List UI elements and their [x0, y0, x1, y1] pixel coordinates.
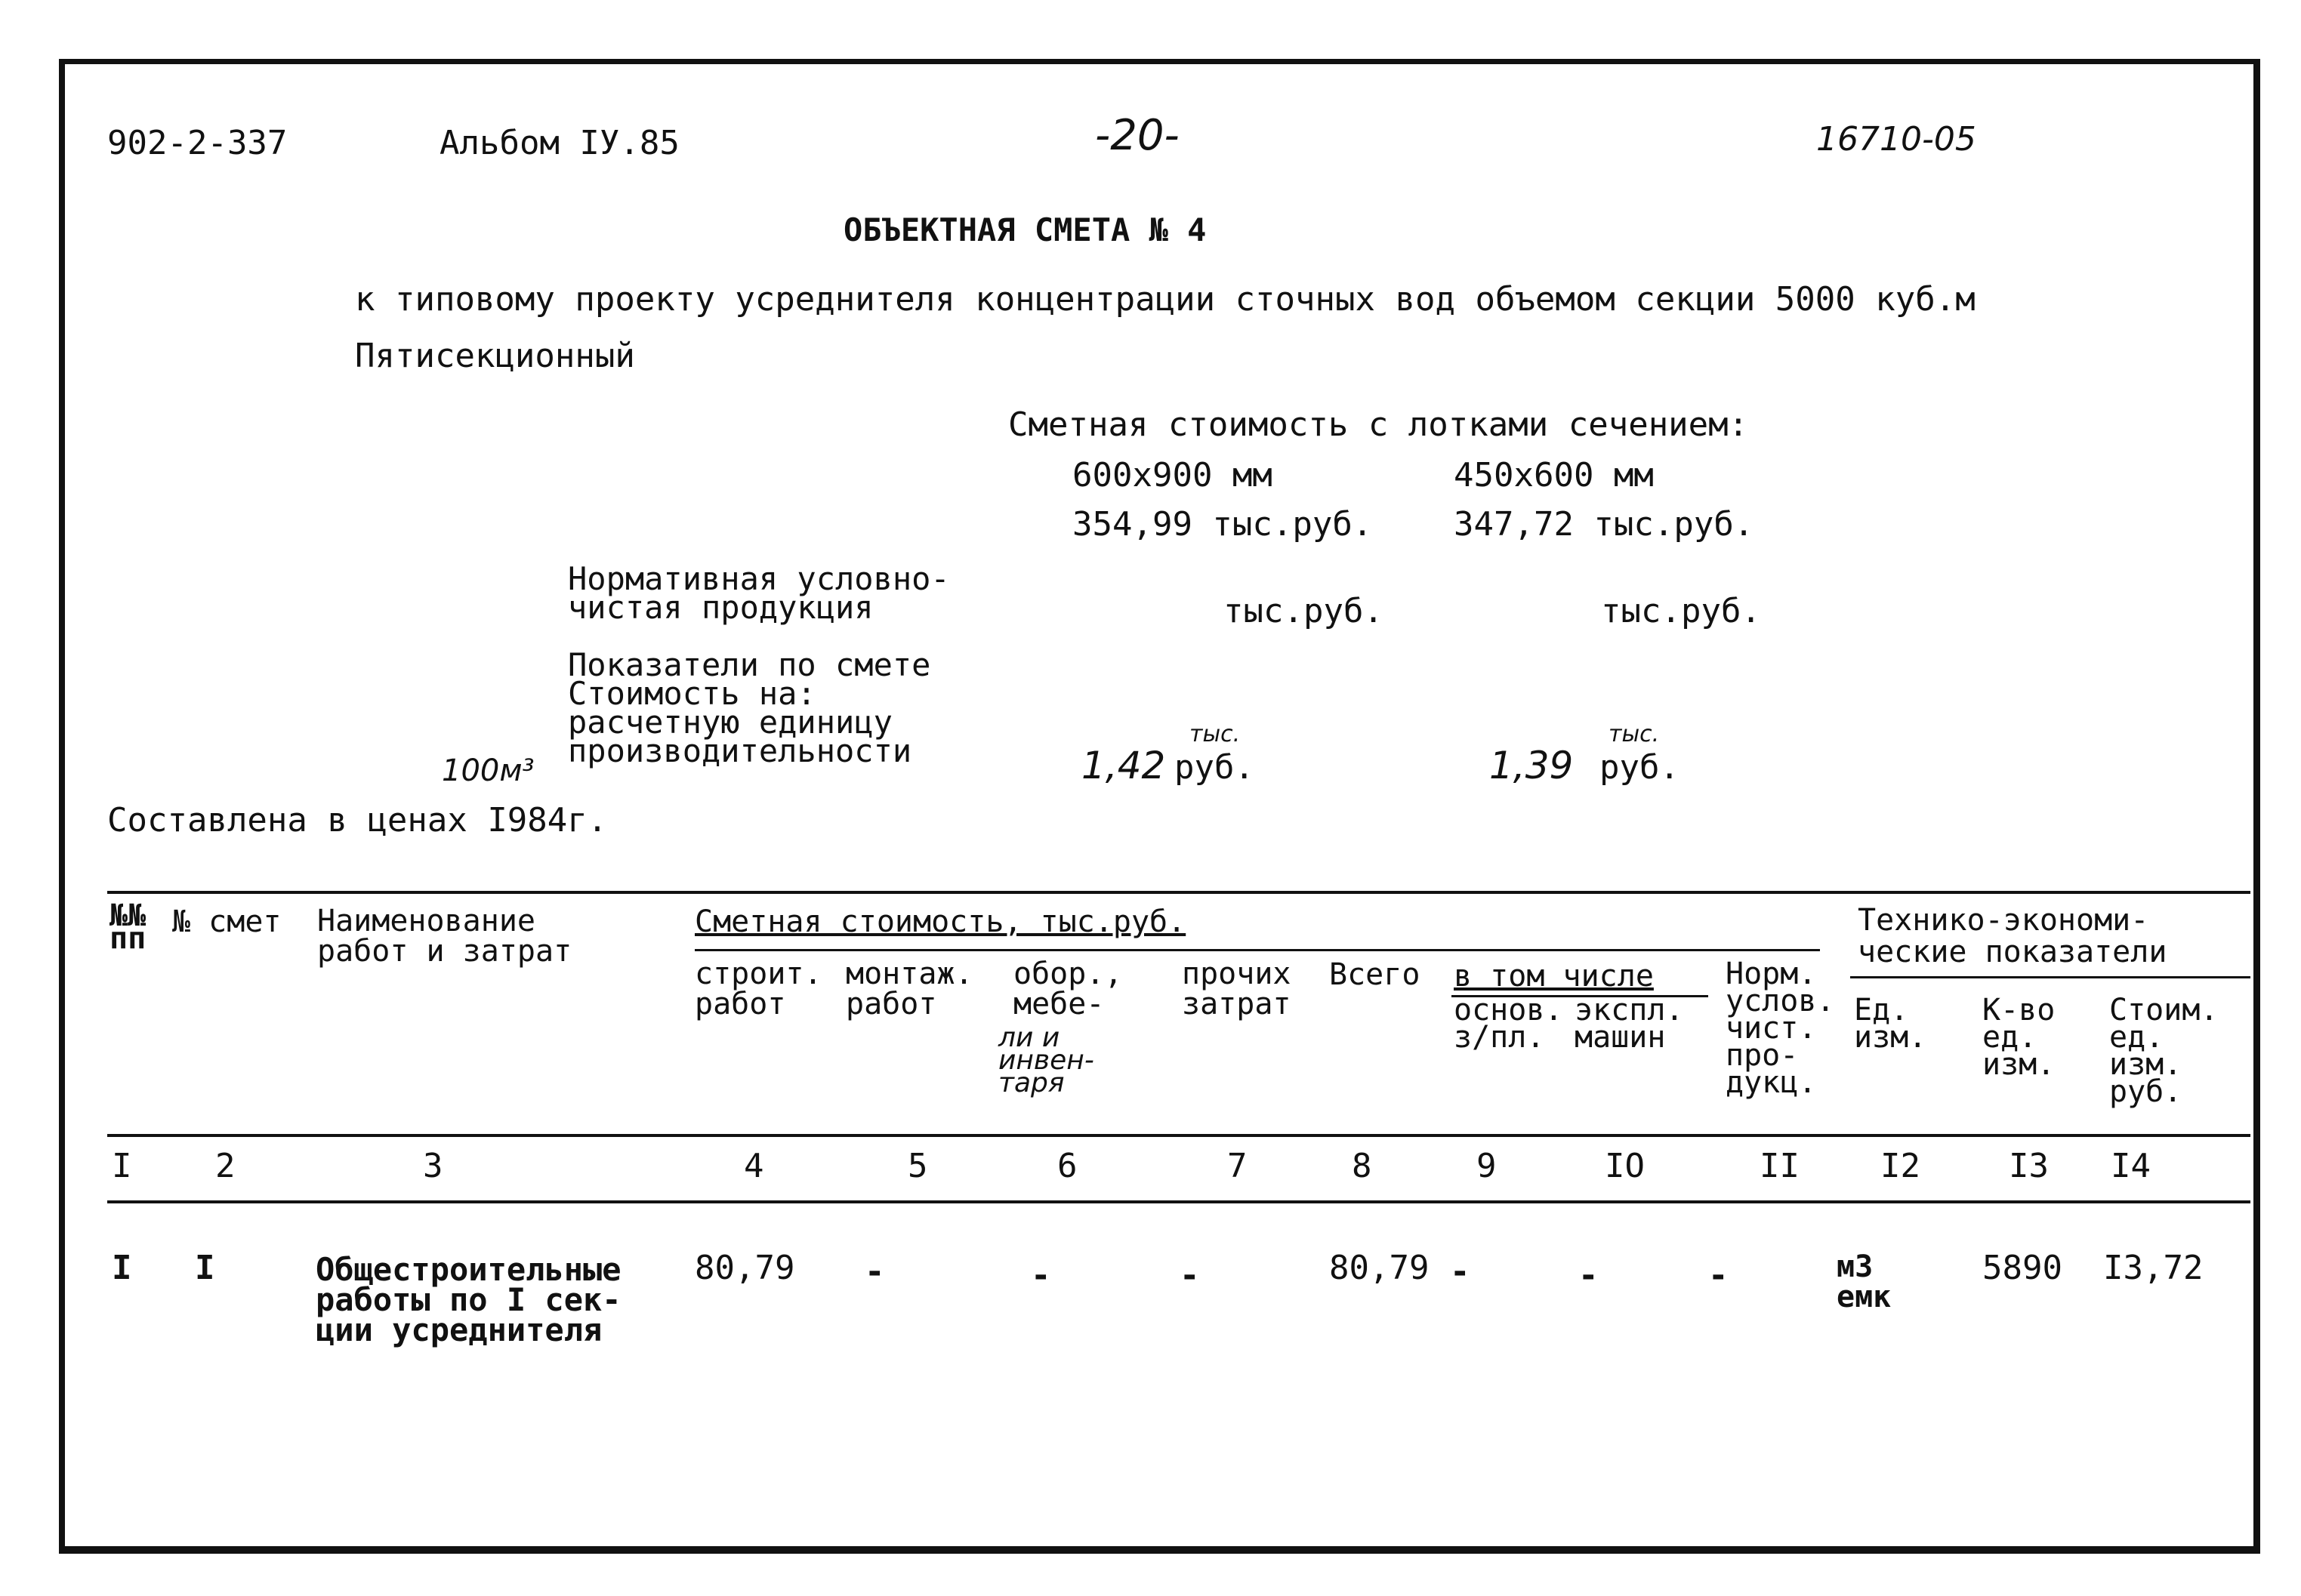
norm-label: Нормативная условно- чистая продукция	[568, 560, 950, 626]
indicator-unit-top-2: тыс.	[1609, 721, 1660, 747]
row-cell-col4: 80,79	[695, 1249, 795, 1287]
indicator-unit-top-1: тыс.	[1189, 721, 1241, 747]
album-label: Альбом IУ.85	[440, 124, 680, 162]
inventory-number: 16710-05	[1816, 120, 1976, 159]
row-cell-col6: -	[1031, 1256, 1051, 1295]
col-number-7: 7	[1227, 1147, 1248, 1185]
document-title: ОБЪЕКТНАЯ СМЕТА № 4	[844, 211, 1207, 248]
header-work-name: Наименование работ и затрат	[317, 904, 572, 969]
header-col-9: основ. з/пл.	[1454, 993, 1563, 1055]
cost-group-underline	[695, 949, 1820, 951]
col-number-13: I3	[2009, 1147, 2049, 1185]
col-number-12: I2	[1880, 1147, 1920, 1185]
header-col-4: строит. работ	[695, 957, 822, 1021]
col-number-9: 9	[1476, 1147, 1497, 1185]
header-col-11: Норм. услов. чист. про- дукц.	[1726, 957, 1835, 1100]
header-col-8: Всего	[1329, 957, 1420, 992]
row-cell-name: Общестроительные работы по I сек- ции усреднителя	[316, 1251, 622, 1348]
doc-code: 902-2-337	[107, 124, 288, 162]
row-cell-col11: -	[1708, 1256, 1729, 1295]
handwritten-unit: 100м³	[442, 753, 535, 788]
indicators-label: Показатели по смете Стоимость на: расчетную единицу производительности	[568, 646, 931, 769]
numbers-bottom-rule	[107, 1200, 2250, 1203]
indicator-value-1: 1,42	[1081, 744, 1166, 787]
header-bottom-rule	[107, 1134, 2250, 1137]
row-cell-col8: 80,79	[1329, 1249, 1430, 1287]
header-tech-group: Технико-экономи- ческие показатели	[1858, 903, 2167, 969]
indicator-unit-2: руб.	[1599, 748, 1679, 787]
header-col-5: монтаж. работ	[846, 957, 973, 1021]
cost-size-1: 600x900 мм	[1072, 456, 1272, 495]
col-number-3: 3	[423, 1147, 443, 1185]
tech-group-underline	[1850, 976, 2250, 978]
header-col-6: обор., мебе-	[1013, 957, 1123, 1021]
indicator-unit-1: руб.	[1174, 748, 1254, 787]
row-cell-col13: 5890	[1982, 1249, 2062, 1287]
col-number-4: 4	[744, 1147, 764, 1185]
header-col-12: Ед. изм.	[1854, 993, 1927, 1055]
cost-value-1: 354,99 тыс.руб.	[1072, 505, 1373, 544]
cost-size-2: 450x600 мм	[1454, 456, 1654, 495]
col-number-14: I4	[2111, 1147, 2151, 1185]
document-subtitle: к типовому проекту усреднителя концентрации сточных вод объемом секции 5000 куб.м	[355, 280, 1976, 319]
row-cell-col7: -	[1180, 1256, 1200, 1295]
header-col-7: прочих затрат	[1182, 957, 1291, 1021]
header-row-number: №№ пп	[109, 898, 147, 956]
col-number-1: I	[112, 1147, 132, 1185]
col-number-6: 6	[1057, 1147, 1078, 1185]
row-cell-col5: -	[865, 1252, 885, 1291]
row-cell-col14: I3,72	[2103, 1249, 2204, 1287]
col-number-10: IO	[1605, 1147, 1645, 1185]
page-number: -20-	[1095, 111, 1180, 160]
col-number-5: 5	[908, 1147, 928, 1185]
cost-value-2: 347,72 тыс.руб.	[1454, 505, 1754, 544]
document-subtitle-2: Пятисекционный	[355, 337, 635, 375]
col-number-8: 8	[1352, 1147, 1372, 1185]
norm-value-2: тыс.руб.	[1601, 592, 1761, 630]
col-number-2: 2	[215, 1147, 236, 1185]
row-cell-number: I	[112, 1249, 132, 1287]
header-col-10: экспл. машин	[1575, 993, 1684, 1055]
header-col-6-handwritten: ли и инвен- таря	[998, 1022, 1094, 1098]
row-cell-col9: -	[1450, 1252, 1470, 1291]
cost-caption: Сметная стоимость с лотками сечением:	[1008, 405, 1749, 444]
header-cost-group: Сметная стоимость, тыс.руб.	[695, 904, 1186, 939]
indicator-value-2: 1,39	[1489, 744, 1574, 787]
row-cell-col12: м3 емк	[1837, 1249, 1892, 1314]
header-smeta-number: № смет	[172, 904, 282, 939]
row-cell-smeta: I	[195, 1249, 215, 1287]
col-number-11: II	[1760, 1147, 1800, 1185]
header-col-14: Стоим. ед. изм. руб.	[2109, 993, 2219, 1109]
row-cell-col10: -	[1578, 1256, 1599, 1295]
header-incl-group: в том числе	[1454, 959, 1654, 994]
table-top-rule	[107, 891, 2250, 894]
prices-note: Составлена в ценах I984г.	[107, 801, 608, 840]
header-col-13: К-во ед. изм.	[1982, 993, 2056, 1082]
norm-value-1: тыс.руб.	[1223, 592, 1383, 630]
